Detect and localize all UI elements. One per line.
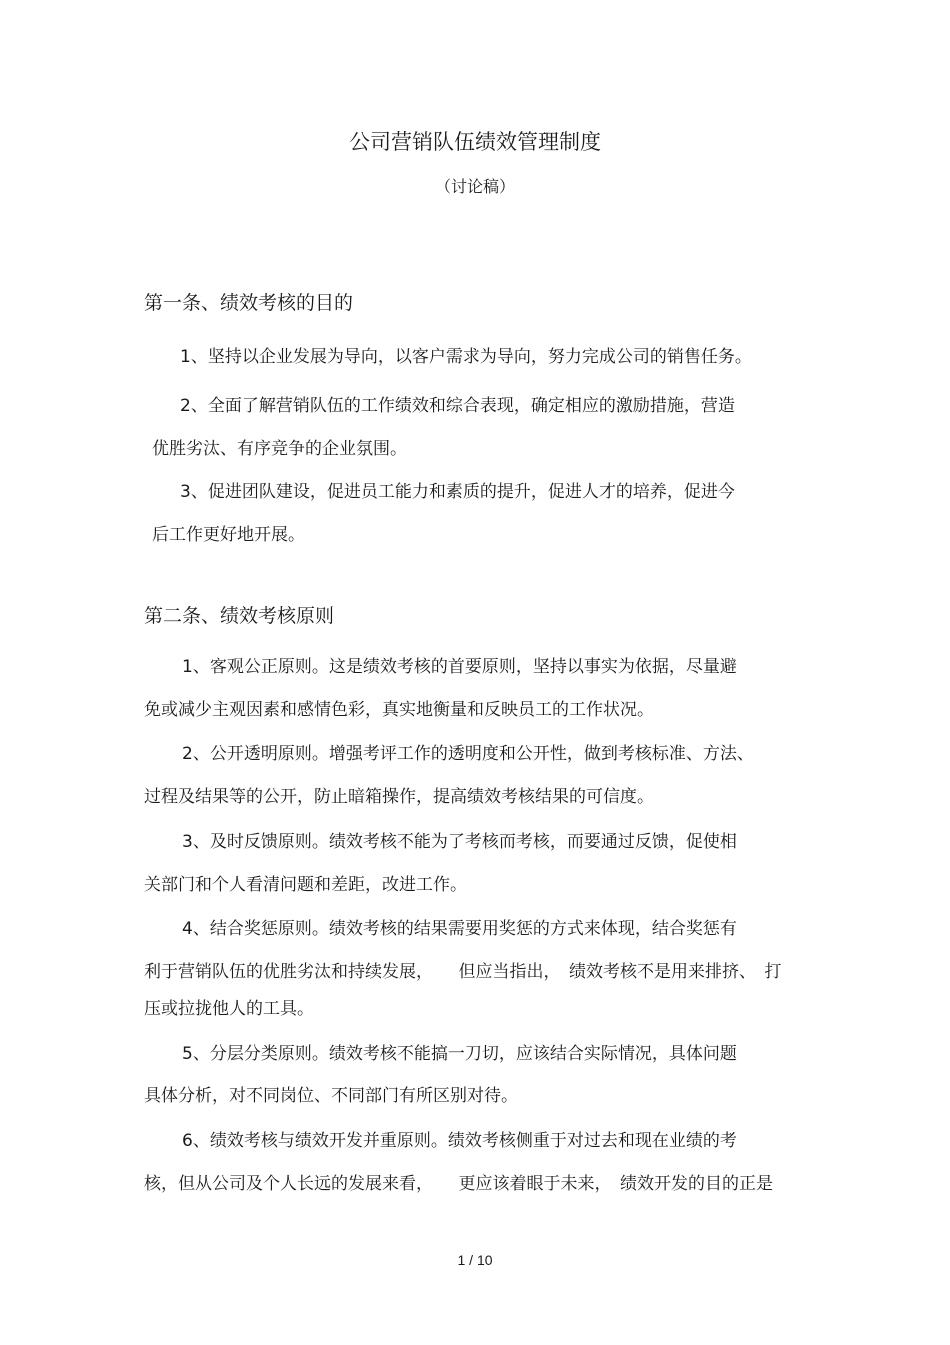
paragraph-line: 免或减少主观因素和感情色彩，真实地衡量和反映员工的工作状况。 <box>144 700 654 720</box>
paragraph-line: 压或拉拢他人的工具。 <box>144 999 314 1019</box>
paragraph-line: 2、公开透明原则。增强考评工作的透明度和公开性，做到考核标准、方法、 <box>182 744 754 764</box>
paragraph-line: 5、分层分类原则。绩效考核不能搞一刀切，应该结合实际情况，具体问题 <box>182 1044 737 1064</box>
paragraph-line: 1、客观公正原则。这是绩效考核的首要原则，坚持以事实为依据，尽量避 <box>182 657 737 677</box>
paragraph-line: 2、全面了解营销队伍的工作绩效和综合表现，确定相应的激励措施，营造 <box>180 396 735 416</box>
paragraph-line: 6、绩效考核与绩效开发并重原则。绩效考核侧重于对过去和现在业绩的考 <box>182 1131 737 1151</box>
section-heading: 第二条、绩效考核原则 <box>144 605 335 627</box>
paragraph-line: 4、结合奖惩原则。绩效考核的结果需要用奖惩的方式来体现，结合奖惩有 <box>182 919 737 939</box>
paragraph-line: 过程及结果等的公开，防止暗箱操作，提高绩效考核结果的可信度。 <box>144 787 654 807</box>
document-title: 公司营销队伍绩效管理制度 <box>349 130 601 154</box>
paragraph-line: 利于营销队伍的优胜劣汰和持续发展， 但应当指出， 绩效考核不是用来排挤、 打 <box>144 962 782 982</box>
paragraph-line: 优胜劣汰、有序竞争的企业氛围。 <box>152 439 407 459</box>
document-subtitle: （讨论稿） <box>434 177 515 196</box>
paragraph-line: 具体分析，对不同岗位、不同部门有所区别对待。 <box>144 1086 518 1106</box>
page-number: 1 / 10 <box>457 1252 493 1268</box>
paragraph-line: 1、坚持以企业发展为导向，以客户需求为导向，努力完成公司的销售任务。 <box>180 347 752 367</box>
section-heading: 第一条、绩效考核的目的 <box>144 292 354 314</box>
paragraph-line: 3、促进团队建设，促进员工能力和素质的提升，促进人才的培养，促进今 <box>180 482 735 502</box>
paragraph-line: 3、及时反馈原则。绩效考核不能为了考核而考核，而要通过反馈，促使相 <box>182 832 737 852</box>
paragraph-line: 后工作更好地开展。 <box>152 525 305 545</box>
paragraph-line: 关部门和个人看清问题和差距，改进工作。 <box>144 875 467 895</box>
paragraph-line: 核，但从公司及个人长远的发展来看， 更应该着眼于未来， 绩效开发的目的正是 <box>144 1174 773 1194</box>
